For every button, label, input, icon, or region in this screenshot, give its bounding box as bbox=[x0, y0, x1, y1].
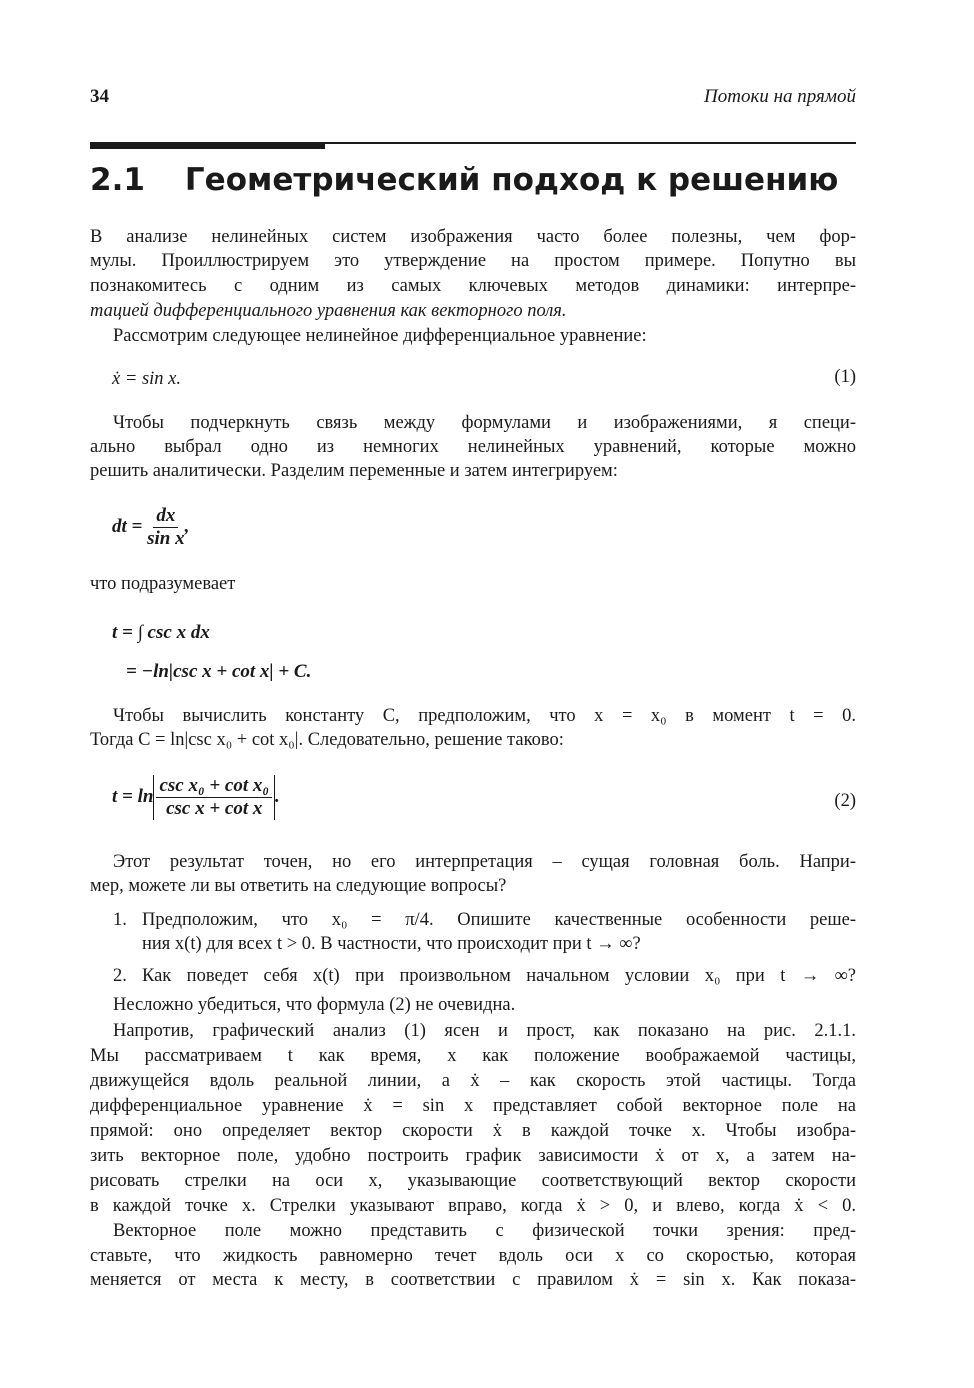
text-line: в каждой точке x. Стрелки указывают вправо, когда ẋ > 0, и влево, когда ẋ < 0. bbox=[90, 1196, 856, 1216]
text-line: меняется от места к месту, в соответствии с правилом ẋ = sin x. Как показа- bbox=[90, 1270, 856, 1290]
text-line: Напротив, графический анализ (1) ясен и прост, как показано на рис. 2.1.1. bbox=[113, 1021, 856, 1041]
text-line: Тогда C = ln|csc x₀ + cot x₀|. Следовательно, решение таково: bbox=[90, 730, 564, 750]
text-line: мулы. Проиллюстрируем это утверждение на простом примере. Попутно вы bbox=[90, 251, 856, 271]
section-title: Геометрический подход к решению bbox=[184, 162, 839, 198]
text-line: дифференциальное уравнение ẋ = sin x представляет собой векторное поле на bbox=[90, 1096, 856, 1116]
eq-tail: , bbox=[184, 515, 190, 537]
numerator: csc x₀ + cot x₀ bbox=[156, 775, 272, 798]
list-item-line: ния x(t) для всех t > 0. В частности, что происходит при t → ∞? bbox=[142, 934, 641, 954]
text-line: зить векторное поле, удобно построить график зависимости ẋ от x, а затем на- bbox=[90, 1146, 856, 1166]
text-line: ально выбрал одно из немногих нелинейных уравнений, которые можно bbox=[90, 437, 856, 457]
text-line: Этот результат точен, но его интерпретация – сущая головная боль. Напри- bbox=[113, 852, 856, 872]
page-number: 34 bbox=[90, 86, 109, 107]
fraction bbox=[147, 505, 185, 550]
list-item-line: Предположим, что x₀ = π/4. Опишите качественные особенности реше- bbox=[142, 910, 856, 930]
text-line: Чтобы вычислить константу C, предположим, что x = x₀ в момент t = 0. bbox=[113, 706, 856, 726]
equation-1: ẋ = sin x. bbox=[112, 369, 181, 389]
text-line: ставьте, что жидкость равномерно течет вдоль оси x со скоростью, которая bbox=[90, 1246, 856, 1266]
absolute-value bbox=[153, 775, 275, 820]
text-line: Векторное поле можно представить с физической точки зрения: пред- bbox=[113, 1221, 856, 1241]
text-line: Рассмотрим следующее нелинейное дифференциальное уравнение: bbox=[113, 326, 647, 346]
eq-lhs: dt = bbox=[112, 515, 143, 537]
list-marker: 1. bbox=[113, 910, 127, 930]
text-line: движущейся вдоль реальной линии, а ẋ – как скорость этой частицы. Тогда bbox=[90, 1071, 856, 1091]
text-line: Мы рассматриваем t как время, x как положение воображаемой частицы, bbox=[90, 1046, 856, 1066]
equation-number: (2) bbox=[834, 791, 856, 811]
text-line: тацией дифференциального уравнения как векторного поля. bbox=[90, 301, 567, 321]
fraction bbox=[156, 775, 272, 820]
denominator: csc x + cot x bbox=[166, 798, 263, 819]
eq-tail: . bbox=[275, 785, 280, 807]
section-rule-thick bbox=[90, 142, 325, 149]
text-line: прямой: оно определяет вектор скорости ẋ в каждой точке x. Чтобы изобра- bbox=[90, 1121, 856, 1141]
denominator: sin x bbox=[147, 528, 185, 549]
list-marker: 2. bbox=[113, 966, 127, 986]
equation-dt bbox=[112, 505, 189, 550]
running-title: Потоки на прямой bbox=[704, 86, 856, 107]
text-line: познакомитесь с одним из самых ключевых методов динамики: интерпре- bbox=[90, 276, 856, 296]
text-line: Чтобы подчеркнуть связь между формулами и изображениями, я специ- bbox=[113, 413, 856, 433]
text-line: решить аналитически. Разделим переменные и затем интегрируем: bbox=[90, 461, 618, 481]
text-line: мер, можете ли вы ответить на следующие вопросы? bbox=[90, 876, 507, 896]
text-line: Несложно убедиться, что формула (2) не очевидна. bbox=[113, 995, 516, 1015]
text-line: что подразумевает bbox=[90, 574, 236, 594]
equation-integral-1: t = ∫ csc x dx bbox=[112, 622, 210, 643]
equation-number: (1) bbox=[834, 367, 856, 387]
text-line: В анализе нелинейных систем изображения часто более полезны, чем фор- bbox=[90, 227, 856, 247]
text-line: рисовать стрелки на оси x, указывающие соответствующий вектор скорости bbox=[90, 1171, 856, 1191]
equation-integral-2: = −ln|csc x + cot x| + C. bbox=[126, 661, 312, 682]
list-item-line: Как поведет себя x(t) при произвольном начальном условии x₀ при t → ∞? bbox=[142, 966, 856, 986]
equation-2 bbox=[112, 775, 280, 820]
numerator: dx bbox=[153, 505, 178, 528]
section-heading bbox=[90, 162, 838, 198]
section-number: 2.1 bbox=[90, 162, 145, 198]
eq-lhs: t = ln bbox=[112, 785, 154, 807]
